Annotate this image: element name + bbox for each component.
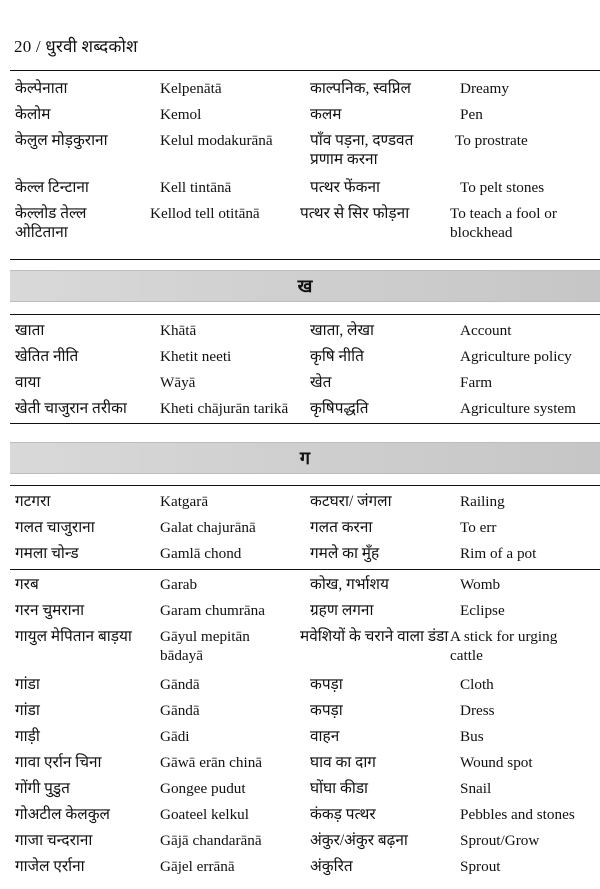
dhurvi-word: वाया: [15, 374, 41, 391]
hindi-meaning: काल्पनिक, स्वप्निल: [310, 80, 411, 97]
table-row: [10, 601, 600, 627]
english-meaning: Rim of a pot: [460, 545, 537, 562]
english-meaning: To pelt stones: [460, 179, 545, 196]
english-meaning: Sprout: [460, 858, 501, 875]
english-meaning: Pen: [460, 106, 483, 123]
english-meaning: Agriculture system: [460, 400, 576, 417]
dhurvi-word: गायुल मेपितान बाड़या: [15, 628, 132, 645]
dhurvi-word: गाजा चन्दराना: [15, 832, 93, 849]
dhurvi-word: गलत चाजुराना: [15, 519, 95, 536]
table-row: [10, 373, 600, 399]
dhurvi-word: केल्ल टिन्टाना: [15, 179, 89, 196]
header-rule: [10, 70, 600, 71]
dhurvi-word: गाड़ी: [15, 728, 40, 745]
transliteration: Gāndā: [160, 676, 200, 693]
dhurvi-word: खेतित नीति: [15, 348, 79, 365]
dhurvi-word: गरन चुमराना: [15, 602, 85, 619]
dhurvi-word: केलोम: [15, 106, 51, 123]
dhurvi-word: केल्लोड तेल्ल ओटिताना: [15, 205, 87, 241]
english-meaning: Cloth: [460, 676, 494, 693]
transliteration: Gāwā erān chinā: [160, 754, 263, 771]
transliteration: Kelul modakurānā: [160, 132, 273, 149]
table-row: [10, 347, 600, 373]
transliteration: Khātā: [160, 322, 197, 339]
table-row: [10, 131, 600, 178]
hindi-meaning: कोख, गर्भाशय: [310, 576, 389, 593]
table-row: [10, 105, 600, 131]
hindi-meaning: वाहन: [310, 728, 340, 745]
transliteration: Kheti chājurān tarikā: [160, 400, 289, 417]
section-kha: [10, 314, 600, 424]
dhurvi-word: गटगरा: [15, 493, 51, 510]
table-row: [10, 178, 600, 204]
table-row: [10, 857, 600, 883]
table-row: [10, 627, 600, 675]
section-divider: [10, 259, 600, 260]
transliteration: Gājā chandarānā: [160, 832, 262, 849]
row-group-divider: [10, 569, 600, 570]
dhurvi-word: केलुल मोड़कुराना: [15, 132, 108, 149]
table-row: [10, 204, 600, 248]
hindi-meaning: कपड़ा: [310, 702, 343, 719]
hindi-meaning: कृषि नीति: [310, 348, 364, 365]
english-meaning: To teach a fool or blockhead: [450, 205, 557, 241]
english-meaning: Pebbles and stones: [460, 806, 575, 823]
table-row: [10, 805, 600, 831]
table-row: [10, 727, 600, 753]
english-meaning: To prostrate: [455, 132, 528, 149]
hindi-meaning: कटघरा/ जंगला: [310, 493, 392, 510]
table-row: [10, 544, 600, 569]
table-row: [10, 779, 600, 805]
dhurvi-word: गमला चोन्ड: [15, 545, 79, 562]
hindi-meaning: खाता, लेखा: [310, 322, 375, 339]
table-row: [10, 518, 600, 544]
hindi-meaning: कपड़ा: [310, 676, 343, 693]
english-meaning: Bus: [460, 728, 484, 745]
hindi-meaning: घोंघा कीडा: [310, 780, 369, 797]
table-row: [10, 831, 600, 857]
english-meaning: Sprout/Grow: [460, 832, 540, 849]
transliteration: Garab: [160, 576, 198, 593]
english-meaning: Farm: [460, 374, 493, 391]
hindi-meaning: पत्थर से सिर फोड़ना: [300, 205, 410, 222]
dhurvi-word: गोअटील केलकुल: [15, 806, 110, 823]
hindi-meaning: गलत करना: [310, 519, 373, 536]
transliteration: Gamlā chond: [160, 545, 242, 562]
table-row: [10, 753, 600, 779]
section-heading-kha: [10, 270, 600, 302]
transliteration: Katgarā: [160, 493, 209, 510]
transliteration: Gongee pudut: [160, 780, 246, 797]
hindi-meaning: कलम: [310, 106, 342, 123]
hindi-meaning: पाँव पड़ना, दण्डवत प्रणाम करना: [310, 132, 414, 168]
section-k-continued: [10, 79, 600, 248]
english-meaning: To err: [460, 519, 497, 536]
transliteration: Gāndā: [160, 702, 200, 719]
dhurvi-word: गरब: [15, 576, 39, 593]
hindi-meaning: अंकुरित: [310, 858, 353, 875]
dhurvi-word: गावा एर्रान चिना: [15, 754, 102, 771]
table-row: [10, 701, 600, 727]
table-row: [10, 492, 600, 518]
hindi-meaning: कंकड़ पत्थर: [310, 806, 376, 823]
table-row: [10, 321, 600, 347]
table-row: [10, 79, 600, 105]
dhurvi-word: गांडा: [15, 676, 40, 693]
english-meaning: Snail: [460, 780, 492, 797]
english-meaning: A stick for urging cattle: [450, 628, 558, 664]
transliteration: Kellod tell otitānā: [150, 205, 260, 222]
dhurvi-word: गोंगी पुडुत: [15, 780, 70, 797]
hindi-meaning: कृषिपद्धति: [310, 400, 369, 417]
section-ga: [10, 485, 600, 883]
hindi-meaning: गमले का मुँह: [310, 545, 380, 562]
hindi-meaning: ग्रहण लगना: [310, 602, 374, 619]
english-meaning: Dreamy: [460, 80, 509, 97]
hindi-meaning: घाव का दाग: [310, 754, 376, 771]
transliteration: Gājel errānā: [160, 858, 235, 875]
transliteration: Gāyul mepitān bādayā: [160, 628, 250, 664]
hindi-meaning: अंकुर/अंकुर बढ़ना: [310, 832, 408, 849]
dhurvi-word: केल्पेनाता: [15, 80, 68, 97]
transliteration: Wāyā: [160, 374, 196, 391]
table-row: [10, 675, 600, 701]
section-heading-text: ग: [299, 448, 311, 469]
english-meaning: Agriculture policy: [460, 348, 572, 365]
dhurvi-word: खेती चाजुरान तरीका: [15, 400, 127, 417]
transliteration: Gādi: [160, 728, 190, 745]
english-meaning: Wound spot: [460, 754, 533, 771]
english-meaning: Account: [460, 322, 512, 339]
english-meaning: Womb: [460, 576, 501, 593]
hindi-meaning: पत्थर फेंकना: [310, 179, 380, 196]
hindi-meaning: खेत: [310, 374, 332, 391]
dhurvi-word: गांडा: [15, 702, 40, 719]
transliteration: Goateel kelkul: [160, 806, 249, 823]
dhurvi-word: गाजेल एर्राना: [15, 858, 85, 875]
transliteration: Galat chajurānā: [160, 519, 256, 536]
english-meaning: Dress: [460, 702, 495, 719]
table-row: [10, 575, 600, 601]
transliteration: Kell tintānā: [160, 179, 232, 196]
transliteration: Khetit neeti: [160, 348, 232, 365]
section-heading-ga: [10, 442, 600, 474]
table-row: [10, 399, 600, 423]
hindi-meaning: मवेशियों के चराने वाला डंडा: [300, 628, 449, 645]
page-header: 20 / धुरवी शब्दकोश: [14, 37, 138, 56]
transliteration: Kelpenātā: [160, 80, 222, 97]
english-meaning: Eclipse: [460, 602, 505, 619]
dhurvi-word: खाता: [15, 322, 45, 339]
section-heading-text: ख: [297, 276, 313, 297]
transliteration: Garam chumrāna: [160, 602, 265, 619]
transliteration: Kemol: [160, 106, 202, 123]
english-meaning: Railing: [460, 493, 505, 510]
